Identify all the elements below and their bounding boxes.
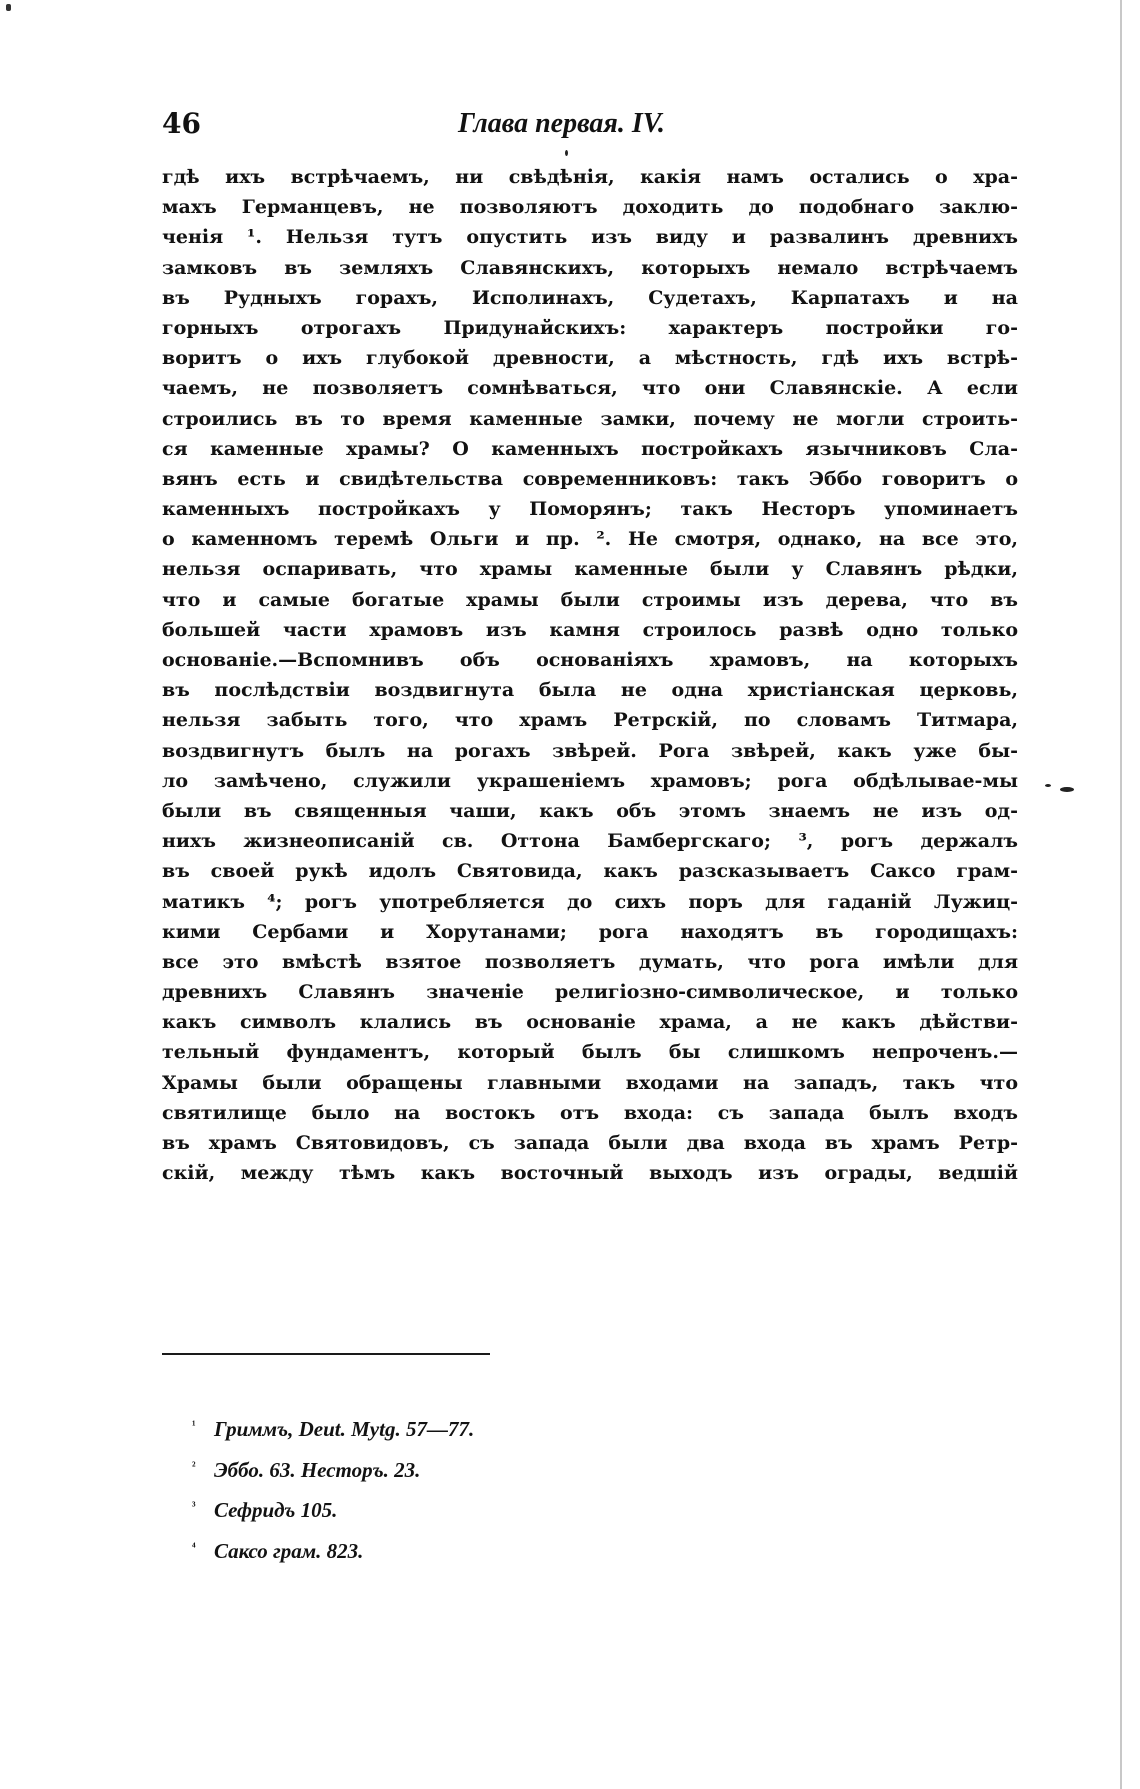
text-line: воздвигнутъ былъ на рогахъ звѣрей. Рога звѣрей, какъ уже бы- [162, 739, 1018, 762]
text-line: горныхъ отрогахъ Придунайскихъ: характеръ постройки го- [162, 316, 1018, 339]
ink-speck [1045, 784, 1051, 787]
text-line: въ храмъ Святовидовъ, съ запада были два входа въ храмъ Ретр- [162, 1132, 1018, 1154]
text-line: основаніе.—Вспомнивъ объ основаніяхъ храмовъ, на которыхъ [162, 649, 1018, 671]
page-header [162, 104, 1018, 148]
text-line: что и самые богатые храмы были строимы изъ дерева, что въ [162, 588, 1018, 611]
text-line: махъ Германцевъ, не позволяютъ доходить до подобнаго заклю- [162, 196, 1018, 219]
text-line: большей части храмовъ изъ камня строилось развѣ одно только [162, 618, 1018, 641]
ink-speck [1060, 787, 1074, 792]
text-line: все это вмѣстѣ взятое позволяетъ думать, что рога имѣли для [162, 950, 1018, 973]
text-line: святилище было на востокъ отъ входа: съ запада былъ входъ [162, 1101, 1018, 1124]
footnotes [192, 1414, 692, 1576]
text-line: ло замѣчено, служили украшеніемъ храмовъ; рога обдѣлывае-мы [162, 769, 1018, 792]
text-line: въ послѣдствіи воздвигнута была не одна христіанская церковь, [162, 679, 1018, 702]
footnote-mark: ⁴ [192, 1539, 196, 1554]
footnote-text: Сефридъ 105. [214, 1498, 338, 1522]
text-line: о каменномъ теремѣ Ольги и пр. ². Не смотря, однако, на все это, [162, 528, 1018, 551]
text-line: вянъ есть и свидѣтельства современниковъ: такъ Эббо говоритъ о [162, 467, 1018, 490]
footnote-mark: ² [192, 1458, 196, 1473]
footnote-mark: ¹ [192, 1418, 196, 1432]
text-line: нельзя оспаривать, что храмы каменные были у Славянъ рѣдки, [162, 558, 1018, 581]
footnote-text: Саксо грам. 823. [214, 1538, 364, 1563]
text-line: въ Рудныхъ горахъ, Исполинахъ, Судетахъ, Карпатахъ и на [162, 286, 1018, 309]
footnote-text: Эббо. 63. Несторъ. 23. [214, 1457, 421, 1482]
text-line: кими Сербами и Хорутанами; рога находятъ въ городищахъ: [162, 920, 1018, 943]
text-line: гдѣ ихъ встрѣчаемъ, ни свѣдѣнія, какія намъ остались о хра- [162, 166, 1018, 188]
text-line: ченія ¹. Нельзя тутъ опустить изъ виду и развалинъ древнихъ [162, 226, 1018, 249]
page-edge-shadow [1120, 0, 1122, 1789]
ink-speck [565, 150, 568, 156]
text-line: каменныхъ постройкахъ у Поморянъ; такъ Несторъ упоминаетъ [162, 498, 1018, 521]
footnote [192, 1414, 692, 1455]
text-line: воритъ о ихъ глубокой древности, а мѣстность, гдѣ ихъ встрѣ- [162, 347, 1018, 370]
page-number: 46 [162, 107, 201, 140]
running-head: Глава первая. IV. [458, 108, 665, 139]
footnote-mark: ³ [192, 1499, 196, 1513]
footnote-separator [162, 1353, 490, 1355]
ink-speck [6, 4, 11, 11]
footnote [192, 1536, 692, 1577]
text-line: въ своей рукѣ идолъ Святовида, какъ разсказываетъ Саксо грам- [162, 860, 1018, 883]
text-line: матикъ ⁴; рогъ употребляется до сихъ поръ для гаданій Лужиц- [162, 890, 1018, 913]
text-line: нельзя забыть того, что храмъ Ретрскій, по словамъ Титмара, [162, 709, 1018, 732]
text-line: Храмы были обращены главными входами на западъ, такъ что [162, 1071, 1018, 1094]
footnote [192, 1495, 692, 1536]
text-line: древнихъ Славянъ значеніе религіозно-символическое, и только [162, 981, 1018, 1004]
footnote [192, 1455, 692, 1496]
text-line: были въ священныя чаши, какъ объ этомъ знаемъ не изъ од- [162, 799, 1018, 822]
text-line: тельный фундаментъ, который былъ бы слишкомъ непроченъ.— [162, 1041, 1018, 1064]
footnote-text: Гриммъ, Deut. Mytg. 57—77. [214, 1417, 475, 1441]
text-line: нихъ жизнеописаній св. Оттона Бамбергскаго; ³, рогъ держалъ [162, 830, 1018, 853]
text-line: чаемъ, не позволяетъ сомнѣваться, что они Славянскіе. А если [162, 377, 1018, 400]
text-line: ся каменные храмы? О каменныхъ постройкахъ язычниковъ Сла- [162, 437, 1018, 460]
text-line: какъ символъ клались въ основаніе храма, а не какъ дѣйстви- [162, 1011, 1018, 1034]
text-line: скій, между тѣмъ какъ восточный выходъ изъ ограды, ведшій [162, 1162, 1018, 1185]
text-line: строились въ то время каменные замки, почему не могли строить- [162, 407, 1018, 430]
body-text [162, 162, 1018, 1188]
text-line: замковъ въ земляхъ Славянскихъ, которыхъ немало встрѣчаемъ [162, 256, 1018, 279]
